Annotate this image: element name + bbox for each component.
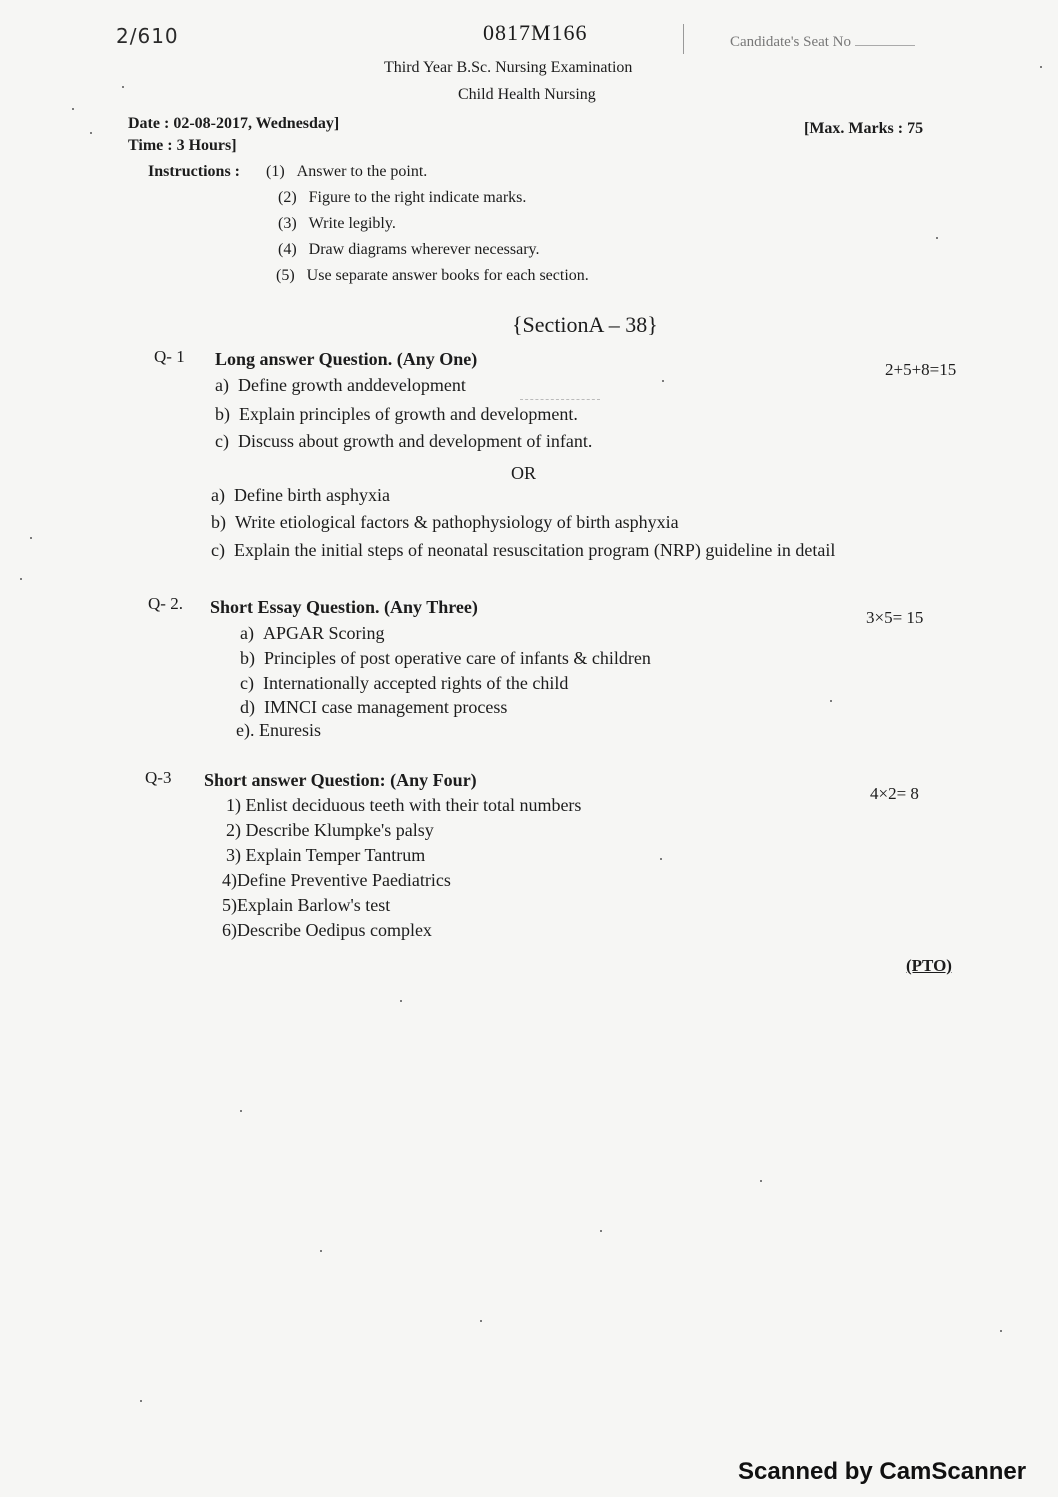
instruction-number: (4): [278, 241, 297, 258]
instruction-item: [278, 189, 526, 207]
q1-item-text: Define growth anddevelopment: [237, 375, 466, 395]
max-marks: [Max. Marks : 75: [804, 120, 924, 137]
paper-code: 0817M166: [483, 20, 588, 45]
q2-item: [240, 697, 507, 718]
instruction-number: (3): [278, 215, 297, 232]
please-turn-over: (PTO): [906, 956, 952, 975]
q2-item-label: c): [240, 673, 254, 693]
q2-item-text: Enuresis: [258, 720, 321, 740]
q1-item-label: b): [215, 404, 230, 424]
q1-item: [211, 512, 679, 533]
instruction-number: (1): [266, 163, 285, 180]
seat-number-blank: [855, 45, 915, 46]
q1-item: [215, 431, 592, 452]
exam-time: Time : 3 Hours]: [128, 137, 237, 154]
q1-title: Long answer Question. (Any One): [215, 349, 478, 369]
subject-title: Child Health Nursing: [458, 86, 596, 103]
q1-item-label: a): [215, 375, 229, 395]
q2-item: [236, 720, 321, 741]
q2-item-text: APGAR Scoring: [262, 623, 385, 643]
instructions-label: Instructions :: [148, 163, 241, 180]
instruction-text: Figure to the right indicate marks.: [308, 189, 527, 206]
seat-number-text: Candidate's Seat No: [730, 34, 852, 50]
instruction-item: [278, 215, 396, 233]
q3-item: 2) Describe Klumpke's palsy: [226, 820, 434, 840]
q2-item-label: d): [240, 697, 255, 717]
q2-item-text: Principles of post operative care of infants & children: [264, 648, 651, 668]
exam-date: Date : 02-08-2017, Wednesday]: [128, 115, 340, 132]
q1-item-label: a): [211, 485, 225, 505]
q3-item: 4)Define Preventive Paediatrics: [222, 870, 451, 890]
q3-item: 5)Explain Barlow's test: [222, 895, 391, 915]
q1-item-label: c): [215, 431, 229, 451]
q1-item: [211, 485, 390, 506]
q2-item-label: a): [240, 623, 254, 643]
q2-marks: 3×5= 15: [866, 608, 924, 627]
q1-item: [211, 540, 835, 561]
exam-title: Third Year B.Sc. Nursing Examination: [384, 59, 633, 76]
q1-item: [215, 404, 578, 425]
instruction-number: (5): [276, 267, 295, 284]
q3-number: Q-3: [145, 768, 172, 787]
q2-item: [240, 648, 651, 669]
instruction-item: [276, 267, 589, 285]
instruction-number: (2): [278, 189, 297, 206]
header-divider: [683, 24, 684, 54]
q2-item-label: b): [240, 648, 255, 668]
q1-item: [215, 375, 466, 396]
q3-item: 6)Describe Oedipus complex: [222, 920, 432, 940]
q2-item: [240, 673, 568, 694]
seat-number-label: [730, 34, 915, 51]
q3-marks: 4×2= 8: [870, 784, 919, 803]
q3-item: 3) Explain Temper Tantrum: [226, 845, 426, 865]
instruction-text: Draw diagrams wherever necessary.: [308, 241, 540, 258]
q3-item: 1) Enlist deciduous teeth with their total numbers: [226, 795, 582, 815]
instruction-text: Use separate answer books for each section.: [306, 267, 589, 284]
q1-item-text: Discuss about growth and development of infant.: [237, 431, 593, 451]
q2-item: [240, 623, 385, 644]
q2-title: Short Essay Question. (Any Three): [210, 597, 478, 617]
q1-number: Q- 1: [154, 347, 185, 366]
section-title: {SectionA – 38}: [512, 312, 658, 337]
instruction-text: Answer to the point.: [296, 163, 428, 180]
q1-or-divider: OR: [511, 463, 537, 483]
scanner-watermark: Scanned by CamScanner: [738, 1458, 1027, 1485]
q1-item-text: Write etiological factors & pathophysiology of birth asphyxia: [235, 512, 679, 532]
q1-item-label: b): [211, 512, 226, 532]
q2-item-text: IMNCI case management process: [264, 697, 508, 717]
handwritten-mark: 2/610: [116, 24, 179, 48]
q1-item-text: Explain the initial steps of neonatal resuscitation program (NRP) guideline in detail: [233, 540, 836, 560]
q1-marks: 2+5+8=15: [885, 360, 957, 379]
q3-title: Short answer Question: (Any Four): [204, 770, 477, 790]
q1-item-text: Explain principles of growth and development.: [239, 404, 578, 424]
q1-item-label: c): [211, 540, 225, 560]
instruction-text: Write legibly.: [308, 215, 396, 232]
instruction-item: [278, 241, 540, 259]
q1-item-text: Define birth asphyxia: [233, 485, 390, 505]
underline-mark: [520, 399, 600, 400]
instruction-item: [266, 163, 427, 181]
q2-item-label: e).: [236, 720, 255, 740]
q2-number: Q- 2.: [148, 594, 183, 613]
q2-item-text: Internationally accepted rights of the child: [262, 673, 569, 693]
